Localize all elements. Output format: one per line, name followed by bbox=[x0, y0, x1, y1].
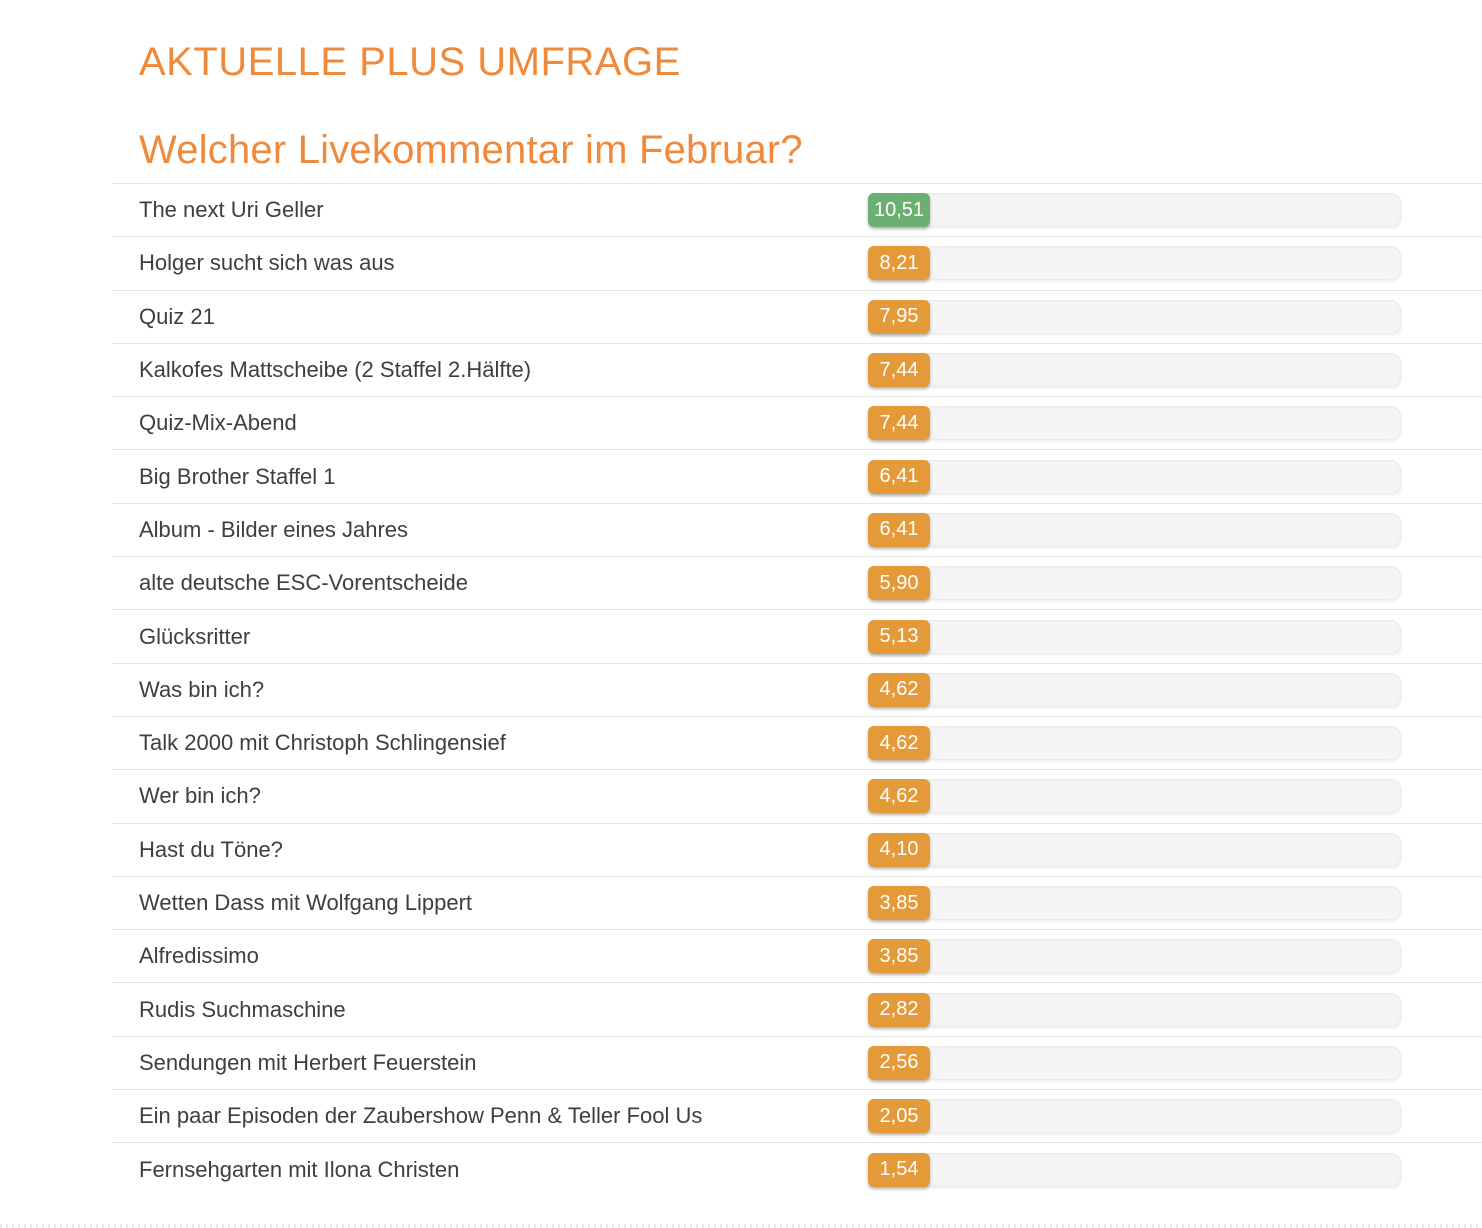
value-badge: 3,85 bbox=[868, 939, 930, 973]
poll-option-row bbox=[112, 344, 1482, 397]
result-bar bbox=[868, 620, 1401, 654]
option-label: Ein paar Episoden der Zaubershow Penn & Teller Fool Us bbox=[139, 1103, 703, 1129]
result-bar bbox=[868, 513, 1401, 547]
bar-track bbox=[868, 1046, 1401, 1080]
option-label: Album - Bilder eines Jahres bbox=[139, 516, 409, 542]
value-badge: 10,51 bbox=[868, 193, 930, 227]
poll-option-row bbox=[112, 877, 1482, 930]
result-bar bbox=[868, 993, 1401, 1027]
poll-option-row bbox=[112, 930, 1482, 983]
value-badge: 4,62 bbox=[868, 779, 930, 813]
result-bar bbox=[868, 1099, 1401, 1133]
value-badge: 7,95 bbox=[868, 300, 930, 334]
bar-track bbox=[868, 673, 1401, 707]
value-badge: 4,62 bbox=[868, 726, 930, 760]
cutoff-content-hint bbox=[0, 1224, 1482, 1228]
value-badge: 5,13 bbox=[868, 620, 930, 654]
result-bar bbox=[868, 726, 1401, 760]
bar-track bbox=[868, 833, 1401, 867]
poll-option-row bbox=[112, 610, 1482, 663]
value-badge: 1,54 bbox=[868, 1153, 930, 1187]
poll-option-row bbox=[112, 664, 1482, 717]
value-badge: 8,21 bbox=[868, 246, 930, 280]
option-label: Alfredissimo bbox=[139, 943, 259, 969]
bar-track bbox=[868, 193, 1401, 227]
result-bar bbox=[868, 300, 1401, 334]
poll-option-row bbox=[112, 1090, 1482, 1143]
option-label: Hast du Töne? bbox=[139, 836, 283, 862]
option-label: Quiz-Mix-Abend bbox=[139, 410, 297, 436]
result-bar bbox=[868, 673, 1401, 707]
value-badge: 7,44 bbox=[868, 406, 930, 440]
result-bar bbox=[868, 353, 1401, 387]
result-bar bbox=[868, 566, 1401, 600]
value-badge: 3,85 bbox=[868, 886, 930, 920]
poll-option-row bbox=[112, 983, 1482, 1036]
poll-question: Welcher Livekommentar im Februar? bbox=[139, 128, 803, 172]
option-label: Talk 2000 mit Christoph Schlingensief bbox=[139, 730, 506, 756]
bar-track bbox=[868, 353, 1401, 387]
poll-option-row bbox=[112, 1037, 1482, 1090]
page-title: AKTUELLE PLUS UMFRAGE bbox=[139, 40, 681, 84]
poll-results-list bbox=[112, 183, 1482, 1197]
result-bar bbox=[868, 939, 1401, 973]
result-bar bbox=[868, 1046, 1401, 1080]
result-bar bbox=[868, 246, 1401, 280]
poll-option-row bbox=[112, 824, 1482, 877]
option-label: Quiz 21 bbox=[139, 303, 215, 329]
bar-track bbox=[868, 513, 1401, 547]
value-badge: 2,82 bbox=[868, 993, 930, 1027]
bar-track bbox=[868, 993, 1401, 1027]
value-badge: 5,90 bbox=[868, 566, 930, 600]
poll-option-row bbox=[112, 184, 1482, 237]
value-badge: 7,44 bbox=[868, 353, 930, 387]
poll-option-row bbox=[112, 450, 1482, 503]
bar-track bbox=[868, 726, 1401, 760]
result-bar bbox=[868, 193, 1401, 227]
bar-track bbox=[868, 1099, 1401, 1133]
option-label: Kalkofes Mattscheibe (2 Staffel 2.Hälfte) bbox=[139, 357, 532, 383]
option-label: Wetten Dass mit Wolfgang Lippert bbox=[139, 890, 473, 915]
option-label: Rudis Suchmaschine bbox=[139, 996, 346, 1022]
bar-track bbox=[868, 779, 1401, 813]
value-badge: 4,62 bbox=[868, 673, 930, 707]
value-badge: 4,10 bbox=[868, 833, 930, 867]
poll-option-row bbox=[112, 770, 1482, 823]
bar-track bbox=[868, 246, 1401, 280]
result-bar bbox=[868, 460, 1401, 494]
option-label: Fernsehgarten mit Ilona Christen bbox=[139, 1156, 460, 1182]
poll-option-row bbox=[112, 1143, 1482, 1196]
value-badge: 6,41 bbox=[868, 460, 930, 494]
result-bar bbox=[868, 886, 1401, 920]
value-badge: 6,41 bbox=[868, 513, 930, 547]
option-label: Sendungen mit Herbert Feuerstein bbox=[139, 1049, 477, 1075]
bar-track bbox=[868, 406, 1401, 440]
option-label: alte deutsche ESC-Vorentscheide bbox=[139, 570, 468, 596]
value-badge: 2,56 bbox=[868, 1046, 930, 1080]
option-label: Holger sucht sich was aus bbox=[139, 250, 395, 276]
option-label: Was bin ich? bbox=[139, 676, 265, 702]
poll-option-row bbox=[112, 717, 1482, 770]
value-badge: 2,05 bbox=[868, 1099, 930, 1133]
poll-option-row bbox=[112, 397, 1482, 450]
result-bar bbox=[868, 1153, 1401, 1187]
poll-option-row bbox=[112, 291, 1482, 344]
result-bar bbox=[868, 833, 1401, 867]
bar-track bbox=[868, 939, 1401, 973]
poll-option-row bbox=[112, 504, 1482, 557]
result-bar bbox=[868, 406, 1401, 440]
bar-track bbox=[868, 460, 1401, 494]
bar-track bbox=[868, 566, 1401, 600]
bar-track bbox=[868, 620, 1401, 654]
option-label: Big Brother Staffel 1 bbox=[139, 463, 336, 489]
option-label: Glücksritter bbox=[139, 623, 251, 649]
poll-option-row bbox=[112, 557, 1482, 610]
bar-track bbox=[868, 886, 1401, 920]
poll-option-row bbox=[112, 237, 1482, 290]
bar-track bbox=[868, 300, 1401, 334]
result-bar bbox=[868, 779, 1401, 813]
option-label: The next Uri Geller bbox=[139, 197, 324, 223]
option-label: Wer bin ich? bbox=[139, 783, 261, 809]
bar-track bbox=[868, 1153, 1401, 1187]
